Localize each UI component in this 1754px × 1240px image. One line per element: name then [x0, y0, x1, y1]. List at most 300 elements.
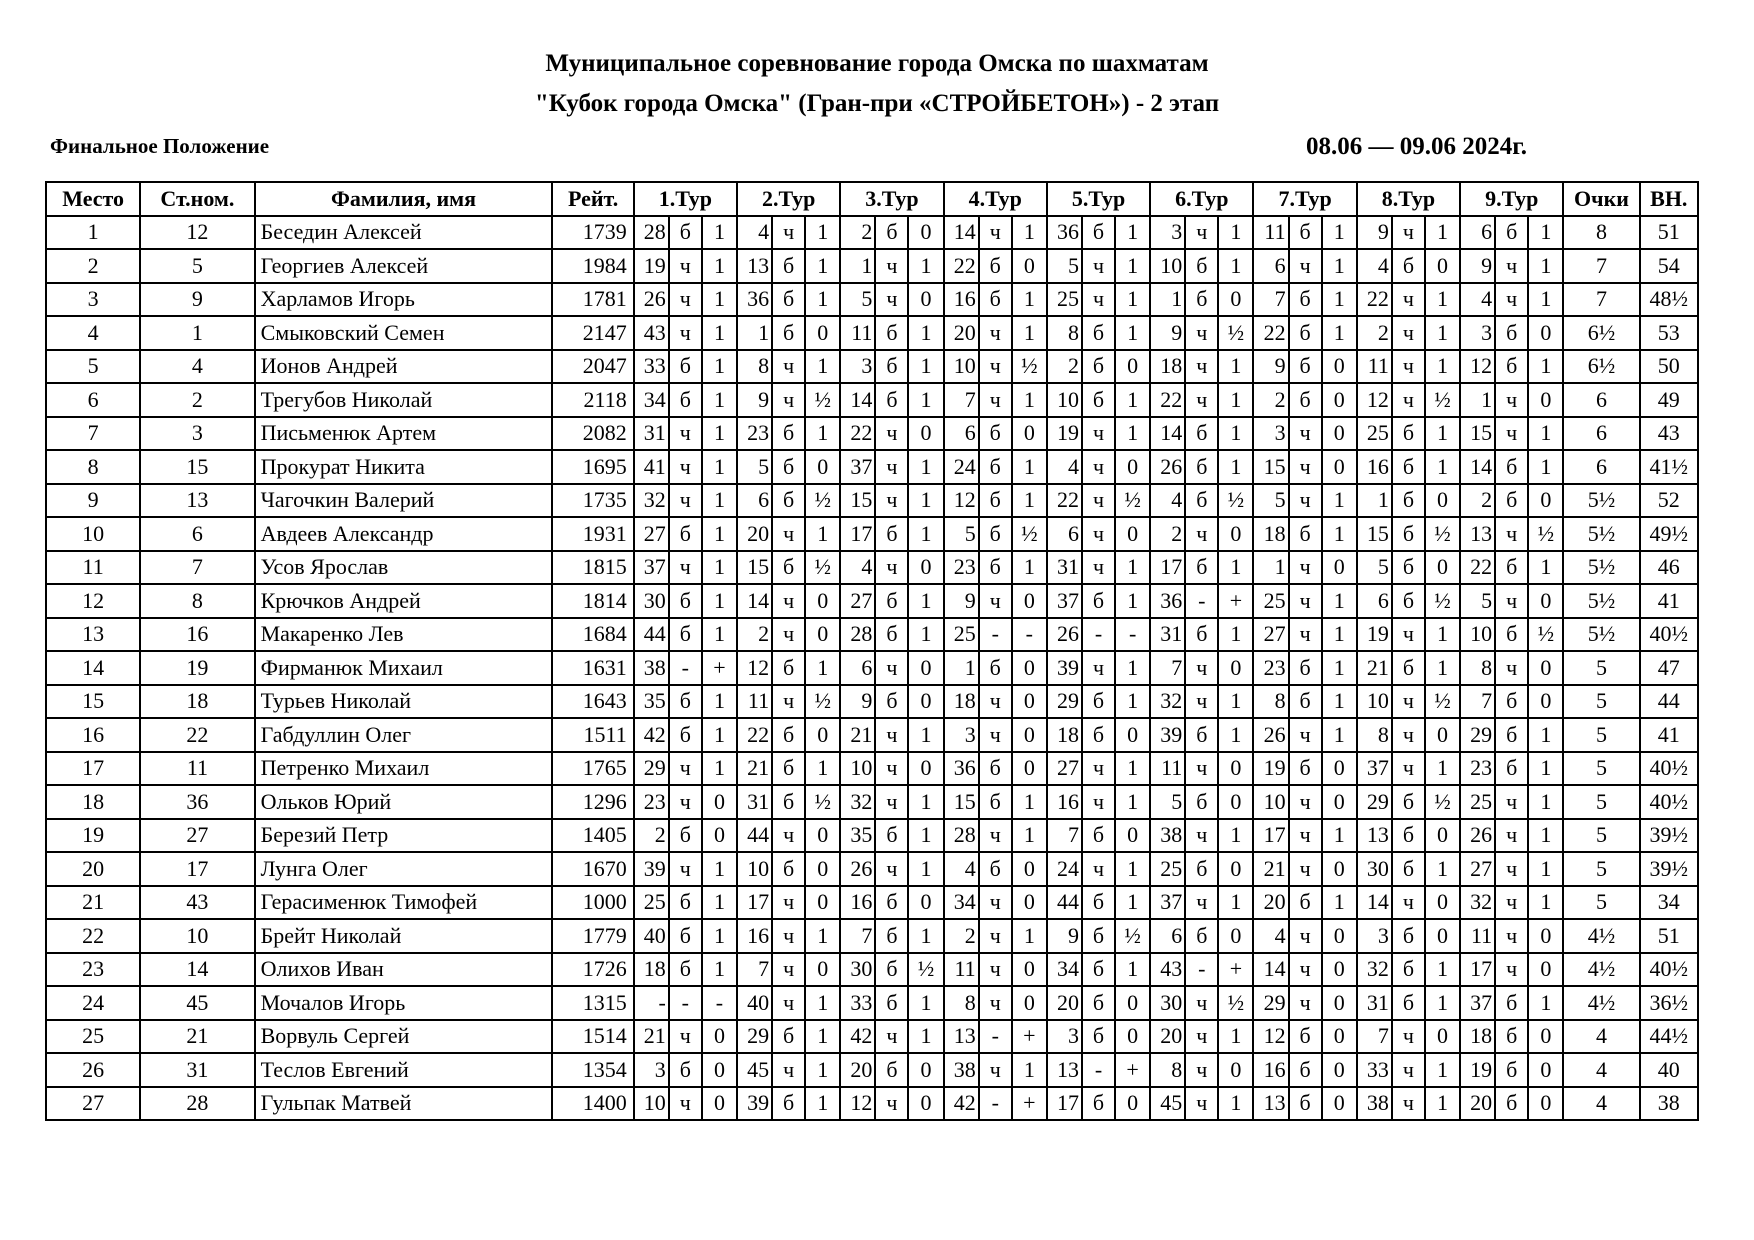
round-color-cell: б [1082, 383, 1115, 417]
round-opponent-cell: 20 [1150, 1020, 1185, 1054]
round-opponent-cell: 29 [634, 752, 669, 786]
start-no-cell: 27 [140, 819, 254, 853]
round-opponent-cell: 20 [944, 316, 979, 350]
round-result-cell: 0 [1012, 953, 1047, 987]
round-result-cell: 0 [1322, 785, 1357, 819]
round-color-cell: ч [1185, 1087, 1218, 1121]
points-cell: 5½ [1563, 618, 1639, 652]
round-color-cell: ч [979, 986, 1012, 1020]
round-opponent-cell: 43 [634, 316, 669, 350]
col-header-place: Место [46, 182, 140, 216]
round-color-cell: б [875, 1053, 908, 1087]
rating-cell: 1514 [552, 1020, 633, 1054]
table-row [46, 785, 1698, 819]
round-color-cell: б [1185, 618, 1218, 652]
round-color-cell: б [1495, 1087, 1528, 1121]
round-opponent-cell: 18 [1460, 1020, 1495, 1054]
round-opponent-cell: 13 [1047, 1053, 1082, 1087]
table-row [46, 752, 1698, 786]
table-row [46, 651, 1698, 685]
round-result-cell: 1 [1012, 283, 1047, 317]
round-result-cell: 1 [1218, 1020, 1253, 1054]
round-color-cell: ч [1392, 350, 1425, 384]
round-color-cell: б [875, 919, 908, 953]
round-result-cell: 1 [1322, 316, 1357, 350]
round-result-cell: 1 [1322, 651, 1357, 685]
round-result-cell: ½ [805, 484, 840, 518]
round-color-cell: б [772, 752, 805, 786]
round-result-cell: 1 [1115, 651, 1150, 685]
round-result-cell: 0 [1425, 1020, 1460, 1054]
round-opponent-cell: 18 [634, 953, 669, 987]
round-opponent-cell: 27 [840, 584, 875, 618]
round-color-cell: ч [1289, 618, 1322, 652]
round-result-cell: 0 [908, 685, 943, 719]
table-row [46, 1053, 1698, 1087]
round-result-cell: 0 [1322, 383, 1357, 417]
round-result-cell: 1 [1528, 819, 1563, 853]
round-result-cell: 1 [1115, 417, 1150, 451]
round-result-cell: 0 [908, 216, 943, 250]
round-color-cell: б [669, 819, 702, 853]
round-opponent-cell: 39 [634, 852, 669, 886]
round-opponent-cell: 27 [634, 517, 669, 551]
round-opponent-cell: 17 [1150, 551, 1185, 585]
round-opponent-cell: 2 [737, 618, 772, 652]
round-result-cell: 0 [1322, 852, 1357, 886]
round-opponent-cell: 22 [1150, 383, 1185, 417]
table-row [46, 517, 1698, 551]
round-color-cell: б [669, 953, 702, 987]
round-result-cell: 0 [1528, 316, 1563, 350]
round-color-cell: ч [979, 953, 1012, 987]
round-result-cell: 1 [1425, 651, 1460, 685]
round-opponent-cell: 29 [1047, 685, 1082, 719]
round-result-cell: 1 [1115, 785, 1150, 819]
round-color-cell: б [875, 216, 908, 250]
round-color-cell: ч [1289, 852, 1322, 886]
round-opponent-cell: 21 [737, 752, 772, 786]
round-result-cell: ½ [1528, 618, 1563, 652]
round-result-cell: 0 [908, 551, 943, 585]
round-result-cell: 1 [1115, 383, 1150, 417]
tiebreak-cell: 51 [1640, 919, 1698, 953]
round-color-cell: б [1289, 685, 1322, 719]
points-cell: 6 [1563, 450, 1639, 484]
player-name-cell: Турьев Николай [255, 685, 553, 719]
round-result-cell: + [1218, 953, 1253, 987]
round-result-cell: ½ [1425, 785, 1460, 819]
round-opponent-cell: 2 [1253, 383, 1288, 417]
round-color-cell: б [1289, 1020, 1322, 1054]
round-color-cell: - [979, 618, 1012, 652]
round-opponent-cell: 38 [1150, 819, 1185, 853]
round-color-cell: ч [1082, 752, 1115, 786]
tiebreak-cell: 51 [1640, 216, 1698, 250]
round-opponent-cell: 19 [1047, 417, 1082, 451]
round-color-cell: б [1495, 551, 1528, 585]
round-opponent-cell: 7 [1357, 1020, 1392, 1054]
table-row [46, 484, 1698, 518]
round-color-cell: б [875, 986, 908, 1020]
round-color-cell: б [1392, 819, 1425, 853]
round-opponent-cell: 37 [1047, 584, 1082, 618]
round-result-cell: 1 [1218, 685, 1253, 719]
round-result-cell: 1 [1218, 551, 1253, 585]
round-result-cell: 1 [1425, 417, 1460, 451]
round-opponent-cell: 8 [1460, 651, 1495, 685]
round-opponent-cell: 3 [1357, 919, 1392, 953]
round-color-cell: - [1185, 953, 1218, 987]
round-color-cell: ч [669, 316, 702, 350]
round-color-cell: ч [1392, 685, 1425, 719]
tiebreak-cell: 47 [1640, 651, 1698, 685]
points-cell: 4½ [1563, 919, 1639, 953]
round-opponent-cell: 4 [737, 216, 772, 250]
round-opponent-cell: 13 [1357, 819, 1392, 853]
round-opponent-cell: 4 [1150, 484, 1185, 518]
round-result-cell: 1 [805, 216, 840, 250]
round-color-cell: ч [1185, 819, 1218, 853]
round-color-cell: ч [1082, 852, 1115, 886]
player-name-cell: Ворвуль Сергей [255, 1020, 553, 1054]
round-result-cell: 1 [908, 919, 943, 953]
round-result-cell: 1 [1425, 283, 1460, 317]
round-result-cell: 1 [1012, 450, 1047, 484]
round-result-cell: 1 [1115, 953, 1150, 987]
round-color-cell: б [1289, 886, 1322, 920]
document-subtitle-event: "Кубок города Омска" (Гран-при «СТРОЙБЕТОН») - 2 этап [534, 90, 1220, 117]
round-opponent-cell: 34 [1047, 953, 1082, 987]
points-cell: 5½ [1563, 551, 1639, 585]
round-opponent-cell: 26 [1253, 718, 1288, 752]
place-cell: 8 [46, 450, 140, 484]
round-opponent-cell: 5 [1047, 249, 1082, 283]
round-opponent-cell: 8 [1357, 718, 1392, 752]
tiebreak-cell: 40½ [1640, 618, 1698, 652]
round-opponent-cell: 35 [840, 819, 875, 853]
round-color-cell: б [875, 584, 908, 618]
round-opponent-cell: 33 [840, 986, 875, 1020]
round-result-cell: ½ [805, 685, 840, 719]
round-opponent-cell: 8 [1253, 685, 1288, 719]
round-result-cell: 0 [908, 1087, 943, 1121]
round-color-cell: б [1185, 718, 1218, 752]
round-color-cell: ч [1289, 785, 1322, 819]
round-result-cell: 1 [1322, 517, 1357, 551]
round-color-cell: ч [1495, 852, 1528, 886]
round-color-cell: б [1082, 953, 1115, 987]
rating-cell: 2118 [552, 383, 633, 417]
round-color-cell: ч [772, 350, 805, 384]
round-opponent-cell: 22 [737, 718, 772, 752]
round-result-cell: 1 [1425, 986, 1460, 1020]
place-cell: 20 [46, 852, 140, 886]
col-header-round-4: 4.Тур [944, 182, 1047, 216]
round-opponent-cell: 39 [737, 1087, 772, 1121]
standings-label: Финальное Положение [50, 134, 270, 158]
round-result-cell: 0 [1528, 484, 1563, 518]
round-result-cell: 1 [805, 517, 840, 551]
tiebreak-cell: 39½ [1640, 819, 1698, 853]
round-color-cell: ч [772, 919, 805, 953]
round-result-cell: ½ [908, 953, 943, 987]
round-opponent-cell: 20 [1047, 986, 1082, 1020]
round-opponent-cell: 4 [1047, 450, 1082, 484]
place-cell: 10 [46, 517, 140, 551]
round-result-cell: 1 [1528, 216, 1563, 250]
round-color-cell: б [979, 249, 1012, 283]
round-result-cell: 1 [1322, 685, 1357, 719]
standings-table [45, 181, 1699, 1121]
round-color-cell: б [1392, 249, 1425, 283]
round-result-cell: 1 [1115, 283, 1150, 317]
tiebreak-cell: 46 [1640, 551, 1698, 585]
round-color-cell: б [979, 651, 1012, 685]
round-opponent-cell: 21 [1253, 852, 1288, 886]
round-result-cell: 0 [1425, 249, 1460, 283]
round-color-cell: ч [772, 216, 805, 250]
points-cell: 4½ [1563, 986, 1639, 1020]
round-color-cell: ч [669, 551, 702, 585]
points-cell: 5 [1563, 651, 1639, 685]
round-result-cell: 0 [1322, 1087, 1357, 1121]
round-opponent-cell: 29 [1253, 986, 1288, 1020]
round-result-cell: 1 [702, 450, 737, 484]
round-color-cell: ч [1185, 651, 1218, 685]
rating-cell: 1726 [552, 953, 633, 987]
round-result-cell: 0 [1012, 685, 1047, 719]
round-result-cell: 1 [1425, 450, 1460, 484]
round-opponent-cell: 27 [1047, 752, 1082, 786]
start-no-cell: 1 [140, 316, 254, 350]
table-row [46, 852, 1698, 886]
round-result-cell: 1 [702, 417, 737, 451]
round-opponent-cell: 41 [634, 450, 669, 484]
round-result-cell: 0 [1322, 1020, 1357, 1054]
round-result-cell: 0 [908, 651, 943, 685]
round-result-cell: 0 [1425, 484, 1460, 518]
points-cell: 4½ [1563, 953, 1639, 987]
round-opponent-cell: 22 [1253, 316, 1288, 350]
rating-cell: 1931 [552, 517, 633, 551]
round-color-cell: б [772, 283, 805, 317]
round-result-cell: 1 [1528, 350, 1563, 384]
round-result-cell: ½ [1218, 316, 1253, 350]
round-result-cell: 1 [908, 986, 943, 1020]
start-no-cell: 15 [140, 450, 254, 484]
round-color-cell: б [1289, 383, 1322, 417]
table-row [46, 986, 1698, 1020]
round-color-cell: б [1082, 919, 1115, 953]
round-color-cell: ч [979, 584, 1012, 618]
round-result-cell: 0 [1425, 919, 1460, 953]
round-color-cell: б [1392, 852, 1425, 886]
col-header-name: Фамилия, имя [255, 182, 553, 216]
place-cell: 5 [46, 350, 140, 384]
start-no-cell: 9 [140, 283, 254, 317]
round-color-cell: ч [875, 1087, 908, 1121]
round-result-cell: ½ [1425, 584, 1460, 618]
round-opponent-cell: 16 [944, 283, 979, 317]
rating-cell: 1765 [552, 752, 633, 786]
round-opponent-cell: 28 [944, 819, 979, 853]
round-result-cell: 0 [1218, 852, 1253, 886]
round-color-cell: б [1289, 1053, 1322, 1087]
round-result-cell: 0 [805, 618, 840, 652]
round-result-cell: 0 [1322, 919, 1357, 953]
round-result-cell: 0 [1322, 417, 1357, 451]
round-result-cell: 1 [1115, 752, 1150, 786]
round-result-cell: 1 [1115, 249, 1150, 283]
place-cell: 27 [46, 1087, 140, 1121]
round-opponent-cell: 9 [840, 685, 875, 719]
round-opponent-cell: 23 [1460, 752, 1495, 786]
points-cell: 5 [1563, 752, 1639, 786]
round-opponent-cell: 30 [1150, 986, 1185, 1020]
round-color-cell: б [1495, 1053, 1528, 1087]
round-result-cell: 1 [805, 919, 840, 953]
round-opponent-cell: 38 [944, 1053, 979, 1087]
round-opponent-cell: 3 [944, 718, 979, 752]
start-no-cell: 45 [140, 986, 254, 1020]
round-result-cell: 1 [1528, 886, 1563, 920]
round-opponent-cell: 27 [1460, 852, 1495, 886]
round-opponent-cell: 29 [737, 1020, 772, 1054]
round-opponent-cell: 4 [1460, 283, 1495, 317]
player-name-cell: Петренко Михаил [255, 752, 553, 786]
round-opponent-cell: 34 [634, 383, 669, 417]
round-opponent-cell: 26 [1047, 618, 1082, 652]
round-opponent-cell: 7 [944, 383, 979, 417]
round-opponent-cell: 21 [1357, 651, 1392, 685]
round-color-cell: б [1185, 417, 1218, 451]
round-result-cell: 0 [1218, 785, 1253, 819]
round-opponent-cell: 31 [737, 785, 772, 819]
round-result-cell: 1 [1218, 417, 1253, 451]
round-color-cell: б [1289, 316, 1322, 350]
col-header-round-3: 3.Тур [840, 182, 943, 216]
points-cell: 6 [1563, 417, 1639, 451]
round-opponent-cell: 18 [1047, 718, 1082, 752]
round-color-cell: ч [1392, 718, 1425, 752]
round-opponent-cell: 32 [1150, 685, 1185, 719]
round-opponent-cell: 1 [1357, 484, 1392, 518]
round-result-cell: 1 [1425, 852, 1460, 886]
round-result-cell: ½ [805, 383, 840, 417]
round-color-cell: б [979, 517, 1012, 551]
round-opponent-cell: 36 [1150, 584, 1185, 618]
start-no-cell: 5 [140, 249, 254, 283]
place-cell: 16 [46, 718, 140, 752]
round-opponent-cell: - [634, 986, 669, 1020]
round-color-cell: б [875, 819, 908, 853]
round-result-cell: 1 [1425, 316, 1460, 350]
round-result-cell: 1 [1012, 316, 1047, 350]
round-color-cell: ч [979, 919, 1012, 953]
start-no-cell: 17 [140, 852, 254, 886]
round-result-cell: - [1012, 618, 1047, 652]
round-color-cell: ч [1289, 953, 1322, 987]
points-cell: 5 [1563, 852, 1639, 886]
round-color-cell: ч [979, 886, 1012, 920]
round-result-cell: 1 [1528, 551, 1563, 585]
round-result-cell: 1 [1322, 484, 1357, 518]
round-color-cell: ч [875, 283, 908, 317]
round-opponent-cell: 8 [1150, 1053, 1185, 1087]
table-row [46, 216, 1698, 250]
round-opponent-cell: 10 [1047, 383, 1082, 417]
round-color-cell: ч [1185, 383, 1218, 417]
round-result-cell: 0 [1322, 953, 1357, 987]
round-color-cell: ч [1082, 551, 1115, 585]
round-color-cell: ч [1185, 752, 1218, 786]
round-opponent-cell: 25 [944, 618, 979, 652]
round-color-cell: - [979, 1020, 1012, 1054]
player-name-cell: Беседин Алексей [255, 216, 553, 250]
round-result-cell: 0 [1528, 919, 1563, 953]
round-color-cell: б [1392, 785, 1425, 819]
round-color-cell: б [772, 718, 805, 752]
round-color-cell: б [1495, 752, 1528, 786]
player-name-cell: Георгиев Алексей [255, 249, 553, 283]
round-color-cell: ч [1185, 1020, 1218, 1054]
tiebreak-cell: 41 [1640, 584, 1698, 618]
round-color-cell: б [1289, 1087, 1322, 1121]
points-cell: 5½ [1563, 484, 1639, 518]
round-result-cell: 1 [1425, 618, 1460, 652]
round-opponent-cell: 1 [737, 316, 772, 350]
round-result-cell: 1 [1218, 383, 1253, 417]
round-result-cell: 1 [702, 685, 737, 719]
round-color-cell: ч [1495, 919, 1528, 953]
start-no-cell: 43 [140, 886, 254, 920]
round-color-cell: ч [1289, 249, 1322, 283]
round-color-cell: б [979, 852, 1012, 886]
round-result-cell: 0 [805, 953, 840, 987]
round-color-cell: б [875, 383, 908, 417]
round-opponent-cell: 25 [1357, 417, 1392, 451]
player-name-cell: Фирманюк Михаил [255, 651, 553, 685]
tiebreak-cell: 44½ [1640, 1020, 1698, 1054]
round-result-cell: 0 [1012, 752, 1047, 786]
round-color-cell: ч [1495, 417, 1528, 451]
round-result-cell: 1 [805, 752, 840, 786]
round-color-cell: б [669, 886, 702, 920]
round-opponent-cell: 2 [1150, 517, 1185, 551]
round-opponent-cell: 36 [944, 752, 979, 786]
round-result-cell: 0 [1528, 651, 1563, 685]
round-color-cell: б [1495, 718, 1528, 752]
round-opponent-cell: 10 [737, 852, 772, 886]
round-color-cell: б [1392, 584, 1425, 618]
round-color-cell: б [1185, 785, 1218, 819]
round-color-cell: б [1185, 484, 1218, 518]
tiebreak-cell: 36½ [1640, 986, 1698, 1020]
round-opponent-cell: 3 [1253, 417, 1288, 451]
round-opponent-cell: 12 [1357, 383, 1392, 417]
round-result-cell: 1 [1528, 986, 1563, 1020]
round-result-cell: 0 [1528, 1020, 1563, 1054]
start-no-cell: 2 [140, 383, 254, 417]
round-color-cell: б [772, 852, 805, 886]
round-color-cell: б [1392, 953, 1425, 987]
round-color-cell: б [875, 685, 908, 719]
round-opponent-cell: 7 [1460, 685, 1495, 719]
rating-cell: 1670 [552, 852, 633, 886]
round-opponent-cell: 10 [840, 752, 875, 786]
round-result-cell: 1 [1012, 1053, 1047, 1087]
